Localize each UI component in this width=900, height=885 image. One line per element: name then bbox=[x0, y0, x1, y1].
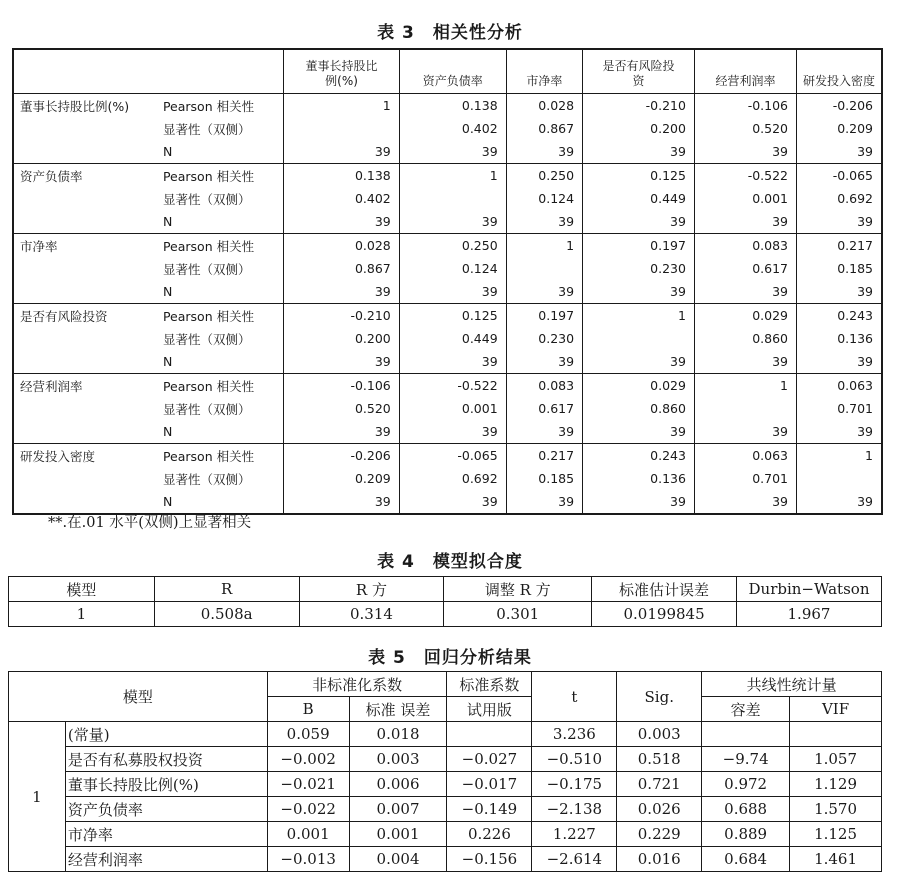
row-label: 资产负债率 bbox=[20, 168, 83, 184]
table-cell: 0.867 bbox=[284, 257, 399, 280]
table-cell: 0.721 bbox=[617, 772, 702, 797]
table-cell: 0.016 bbox=[617, 847, 702, 872]
column-header bbox=[694, 49, 796, 94]
header-cell: Sig. bbox=[617, 672, 702, 722]
table-cell: 39 bbox=[694, 350, 796, 374]
table-cell: -0.065 bbox=[399, 444, 506, 468]
table-cell bbox=[790, 722, 882, 747]
column-header-text: 例(%) bbox=[325, 74, 358, 88]
table-cell: 0.449 bbox=[399, 327, 506, 350]
stat-label: N bbox=[157, 210, 284, 234]
table-cell bbox=[796, 467, 882, 490]
table-cell: 39 bbox=[284, 420, 399, 444]
variable-name: 是否有私募股权投资 bbox=[65, 747, 267, 772]
variable-name: 董事长持股比例(%) bbox=[65, 772, 267, 797]
table-cell: 0.617 bbox=[694, 257, 796, 280]
table4-title: 表 4 模型拟合度 bbox=[377, 552, 523, 572]
table-cell: 0.617 bbox=[506, 397, 582, 420]
row-label-empty bbox=[13, 257, 157, 280]
column-header-text: 经营利润率 bbox=[715, 74, 776, 88]
table-cell: 0.138 bbox=[399, 94, 506, 118]
table-cell: 0.867 bbox=[506, 117, 582, 140]
table-cell: 1 bbox=[694, 374, 796, 398]
table-row bbox=[13, 257, 882, 280]
stat-label: Pearson 相关性 bbox=[162, 448, 255, 464]
header-cell: 模型 bbox=[9, 577, 155, 602]
table-cell: 1 bbox=[9, 602, 155, 627]
column-header-text: 资产负债率 bbox=[422, 74, 483, 88]
table-cell: 1.125 bbox=[790, 822, 882, 847]
table-cell: 0.692 bbox=[399, 467, 506, 490]
header-cell: B bbox=[267, 697, 349, 722]
table-row bbox=[13, 94, 882, 118]
table-cell: 0.860 bbox=[694, 327, 796, 350]
stat-label: N bbox=[157, 280, 284, 304]
table-row bbox=[13, 397, 882, 420]
table-cell: 0.518 bbox=[617, 747, 702, 772]
table-cell: 39 bbox=[583, 140, 695, 164]
table-row bbox=[13, 350, 882, 374]
column-header bbox=[284, 49, 399, 94]
model-number-cell: 1 bbox=[9, 722, 66, 872]
table-row bbox=[13, 234, 882, 258]
table-cell bbox=[284, 117, 399, 140]
column-header-text: 是否有风险投 bbox=[602, 59, 675, 73]
table-cell: 0.692 bbox=[796, 187, 882, 210]
table-cell: −0.002 bbox=[267, 747, 349, 772]
table-cell: 0.197 bbox=[506, 304, 582, 328]
table-cell: 3.236 bbox=[532, 722, 617, 747]
table-cell: 0.250 bbox=[399, 234, 506, 258]
table-cell: 39 bbox=[399, 140, 506, 164]
stat-label: Pearson 相关性 bbox=[162, 98, 255, 114]
row-label-empty bbox=[13, 117, 157, 140]
table-cell: 0.508a bbox=[154, 602, 299, 627]
table-row bbox=[9, 847, 882, 872]
table-cell: 39 bbox=[583, 350, 695, 374]
table-cell: 0.889 bbox=[702, 822, 790, 847]
table-cell: 39 bbox=[796, 210, 882, 234]
stat-label: 显著性（双侧） bbox=[162, 191, 251, 207]
table-cell: 1 bbox=[796, 444, 882, 468]
table-cell: −0.510 bbox=[532, 747, 617, 772]
stat-label: N bbox=[157, 490, 284, 514]
table-cell: 0.063 bbox=[796, 374, 882, 398]
row-label: 市净率 bbox=[20, 238, 58, 254]
column-header-text: 研发投入密度 bbox=[802, 74, 875, 88]
row-label-empty bbox=[13, 140, 157, 164]
table-cell: 0.200 bbox=[284, 327, 399, 350]
table-cell: 0.185 bbox=[506, 467, 582, 490]
table-cell: 39 bbox=[284, 280, 399, 304]
variable-name: (常量) bbox=[65, 722, 267, 747]
table-cell: 1 bbox=[506, 234, 582, 258]
stat-label: N bbox=[157, 140, 284, 164]
table-cell: 0.230 bbox=[506, 327, 582, 350]
table-row bbox=[13, 420, 882, 444]
table-cell: 0.197 bbox=[583, 234, 695, 258]
table-cell: −2.614 bbox=[532, 847, 617, 872]
table-cell: 39 bbox=[399, 210, 506, 234]
table-cell: -0.522 bbox=[399, 374, 506, 398]
table-row bbox=[13, 374, 882, 398]
table-cell: 0.001 bbox=[267, 822, 349, 847]
table-cell: 0.229 bbox=[617, 822, 702, 847]
table-cell: 39 bbox=[583, 210, 695, 234]
column-header-text: 董事长持股比 bbox=[305, 59, 378, 73]
variable-name: 经营利润率 bbox=[65, 847, 267, 872]
table-cell: −0.027 bbox=[447, 747, 532, 772]
row-label-empty bbox=[13, 350, 157, 374]
table-row bbox=[13, 444, 882, 468]
stat-label: Pearson 相关性 bbox=[162, 168, 255, 184]
table-cell: 0.243 bbox=[796, 304, 882, 328]
header-cell: VIF bbox=[790, 697, 882, 722]
table-cell: 0.226 bbox=[447, 822, 532, 847]
table-cell: 0.001 bbox=[694, 187, 796, 210]
stat-label: 显著性（双侧） bbox=[162, 261, 251, 277]
row-label-empty bbox=[13, 187, 157, 210]
table-cell: 0.125 bbox=[399, 304, 506, 328]
table-cell: 0.001 bbox=[349, 822, 447, 847]
table-cell: -0.522 bbox=[694, 164, 796, 188]
header-cell: 标准 误差 bbox=[349, 697, 447, 722]
table-cell: 0.083 bbox=[506, 374, 582, 398]
table-cell: 0.209 bbox=[796, 117, 882, 140]
row-label: 是否有风险投资 bbox=[20, 308, 108, 324]
stat-label: 显著性（双侧） bbox=[162, 471, 251, 487]
table-cell: −9.74 bbox=[702, 747, 790, 772]
table-cell: 1 bbox=[583, 304, 695, 328]
header-corner-cell bbox=[13, 49, 284, 94]
row-label: 研发投入密度 bbox=[20, 448, 96, 464]
row-label-empty bbox=[13, 397, 157, 420]
row-label-empty bbox=[13, 420, 157, 444]
table-cell: 39 bbox=[694, 490, 796, 514]
table-cell: −2.138 bbox=[532, 797, 617, 822]
header-cell: Durbin−Watson bbox=[737, 577, 882, 602]
table-cell: 0.138 bbox=[284, 164, 399, 188]
stat-label: N bbox=[157, 420, 284, 444]
row-label-empty bbox=[13, 327, 157, 350]
table-cell: 39 bbox=[796, 280, 882, 304]
stat-label: N bbox=[157, 350, 284, 374]
table-cell: −0.021 bbox=[267, 772, 349, 797]
table-cell: 39 bbox=[694, 280, 796, 304]
table-cell: 0.217 bbox=[506, 444, 582, 468]
table-cell: 0.314 bbox=[299, 602, 444, 627]
header-cell: R bbox=[154, 577, 299, 602]
table-row bbox=[13, 164, 882, 188]
stat-label: Pearson 相关性 bbox=[162, 238, 255, 254]
table-cell: 0.125 bbox=[583, 164, 695, 188]
table-cell: 39 bbox=[694, 420, 796, 444]
stat-label: 显著性（双侧） bbox=[162, 331, 251, 347]
table-cell: 0.018 bbox=[349, 722, 447, 747]
header-cell: 容差 bbox=[702, 697, 790, 722]
table-cell: 0.301 bbox=[444, 602, 592, 627]
table-cell: 0.217 bbox=[796, 234, 882, 258]
model-fit-data-row bbox=[9, 602, 882, 627]
table-cell: 39 bbox=[796, 140, 882, 164]
table-cell: 0.250 bbox=[506, 164, 582, 188]
table-cell: 0.004 bbox=[349, 847, 447, 872]
row-label: 董事长持股比例(%) bbox=[20, 98, 130, 114]
table-cell: 0.860 bbox=[583, 397, 695, 420]
table-cell: 39 bbox=[284, 210, 399, 234]
table-cell: 0.402 bbox=[284, 187, 399, 210]
table-cell: 39 bbox=[583, 280, 695, 304]
table-cell: 0.003 bbox=[349, 747, 447, 772]
table-cell: 0.520 bbox=[284, 397, 399, 420]
table-cell: 39 bbox=[796, 490, 882, 514]
table-cell: −0.013 bbox=[267, 847, 349, 872]
table-cell: 0.701 bbox=[694, 467, 796, 490]
table-row bbox=[9, 722, 882, 747]
table-cell: 0.124 bbox=[399, 257, 506, 280]
table-cell: 1.461 bbox=[790, 847, 882, 872]
table-row bbox=[13, 304, 882, 328]
table-cell bbox=[399, 187, 506, 210]
header-cell: 标准系数 bbox=[447, 672, 532, 697]
table-cell: 0.028 bbox=[284, 234, 399, 258]
table-cell: 1.967 bbox=[737, 602, 882, 627]
table-cell: −0.156 bbox=[447, 847, 532, 872]
column-header bbox=[399, 49, 506, 94]
table-cell bbox=[506, 257, 582, 280]
table-cell: 0.972 bbox=[702, 772, 790, 797]
table-row bbox=[9, 797, 882, 822]
stat-label: Pearson 相关性 bbox=[162, 308, 255, 324]
table-cell: 39 bbox=[399, 420, 506, 444]
model-fit-header-row bbox=[9, 577, 882, 602]
table-cell: 39 bbox=[506, 140, 582, 164]
table-cell: 1.057 bbox=[790, 747, 882, 772]
table-cell: -0.065 bbox=[796, 164, 882, 188]
table-cell: 39 bbox=[796, 350, 882, 374]
table-cell: -0.206 bbox=[284, 444, 399, 468]
table-cell: 39 bbox=[399, 490, 506, 514]
table3-title: 表 3 相关性分析 bbox=[377, 23, 523, 43]
table-row bbox=[9, 822, 882, 847]
header-cell: 共线性统计量 bbox=[702, 672, 882, 697]
row-label-empty bbox=[13, 280, 157, 304]
column-header bbox=[796, 49, 882, 94]
header-cell: 调整 R 方 bbox=[444, 577, 592, 602]
table-cell: 0.209 bbox=[284, 467, 399, 490]
variable-name: 市净率 bbox=[65, 822, 267, 847]
table-cell: 1.129 bbox=[790, 772, 882, 797]
table-cell: 39 bbox=[506, 490, 582, 514]
table3-footnote: **.在.01 水平(双侧)上显著相关 bbox=[48, 515, 252, 531]
table-cell: 0.063 bbox=[694, 444, 796, 468]
table-cell: 1 bbox=[399, 164, 506, 188]
table-cell: 39 bbox=[506, 280, 582, 304]
table5-title: 表 5 回归分析结果 bbox=[368, 648, 532, 668]
table-cell: -0.206 bbox=[796, 94, 882, 118]
table-cell: 39 bbox=[284, 490, 399, 514]
table-row bbox=[13, 140, 882, 164]
table-cell: 39 bbox=[284, 350, 399, 374]
stat-label: Pearson 相关性 bbox=[162, 378, 255, 394]
stat-label: 显著性（双侧） bbox=[162, 121, 251, 137]
table-row bbox=[9, 772, 882, 797]
table-cell: 0.402 bbox=[399, 117, 506, 140]
table-cell: 0.083 bbox=[694, 234, 796, 258]
table-cell: 39 bbox=[399, 350, 506, 374]
table-cell: 0.185 bbox=[796, 257, 882, 280]
variable-name: 资产负债率 bbox=[65, 797, 267, 822]
table-cell: 0.136 bbox=[796, 327, 882, 350]
table-row bbox=[13, 467, 882, 490]
table-cell: 0.0199845 bbox=[592, 602, 737, 627]
table-cell: 0.124 bbox=[506, 187, 582, 210]
table-row bbox=[9, 747, 882, 772]
row-label: 经营利润率 bbox=[20, 378, 83, 394]
header-cell: 标准估计误差 bbox=[592, 577, 737, 602]
table-cell: 0.243 bbox=[583, 444, 695, 468]
table-row bbox=[13, 187, 882, 210]
table-cell: 1 bbox=[284, 94, 399, 118]
table-row bbox=[13, 210, 882, 234]
table-cell: 39 bbox=[506, 210, 582, 234]
table-cell: 0.007 bbox=[349, 797, 447, 822]
table-cell: 0.029 bbox=[694, 304, 796, 328]
table-cell: −0.175 bbox=[532, 772, 617, 797]
regression-header-row-1 bbox=[9, 672, 882, 697]
header-cell: 试用版 bbox=[447, 697, 532, 722]
table-cell: -0.210 bbox=[583, 94, 695, 118]
header-cell: 非标准化系数 bbox=[267, 672, 447, 697]
table-cell: 39 bbox=[399, 280, 506, 304]
header-cell: 模型 bbox=[9, 672, 268, 722]
table-cell: 0.230 bbox=[583, 257, 695, 280]
header-cell: t bbox=[532, 672, 617, 722]
table-cell: 39 bbox=[506, 350, 582, 374]
table-row bbox=[13, 117, 882, 140]
column-header bbox=[506, 49, 582, 94]
table-cell: −0.017 bbox=[447, 772, 532, 797]
table-row bbox=[13, 280, 882, 304]
table-cell: 1.227 bbox=[532, 822, 617, 847]
table-cell: 0.029 bbox=[583, 374, 695, 398]
table-cell: -0.210 bbox=[284, 304, 399, 328]
table-cell: 39 bbox=[694, 140, 796, 164]
table-cell: 0.059 bbox=[267, 722, 349, 747]
table-row bbox=[13, 327, 882, 350]
table-cell: −0.022 bbox=[267, 797, 349, 822]
table-cell: 0.001 bbox=[399, 397, 506, 420]
table-cell: 39 bbox=[694, 210, 796, 234]
row-label-empty bbox=[13, 467, 157, 490]
table-cell: −0.149 bbox=[447, 797, 532, 822]
table-cell: 0.449 bbox=[583, 187, 695, 210]
table-cell: 0.684 bbox=[702, 847, 790, 872]
table-cell: -0.106 bbox=[284, 374, 399, 398]
table-cell: 1.570 bbox=[790, 797, 882, 822]
stat-label: 显著性（双侧） bbox=[162, 401, 251, 417]
table-cell bbox=[447, 722, 532, 747]
table-cell: 0.006 bbox=[349, 772, 447, 797]
model-fit-table bbox=[8, 576, 882, 627]
table-cell bbox=[694, 397, 796, 420]
regression-table bbox=[8, 671, 882, 872]
column-header bbox=[583, 49, 695, 94]
table-cell: 0.520 bbox=[694, 117, 796, 140]
row-label-empty bbox=[13, 210, 157, 234]
correlation-table bbox=[12, 48, 883, 515]
table-cell: 0.688 bbox=[702, 797, 790, 822]
table-cell: 39 bbox=[796, 420, 882, 444]
table-cell bbox=[702, 722, 790, 747]
column-header-text: 资 bbox=[632, 74, 645, 88]
table-cell: 0.200 bbox=[583, 117, 695, 140]
table-cell: 0.136 bbox=[583, 467, 695, 490]
header-cell: R 方 bbox=[299, 577, 444, 602]
table-cell: 39 bbox=[583, 420, 695, 444]
correlation-header-row bbox=[13, 49, 882, 94]
table-cell: 0.026 bbox=[617, 797, 702, 822]
table-cell: 0.028 bbox=[506, 94, 582, 118]
table-cell: 39 bbox=[284, 140, 399, 164]
table-cell: 39 bbox=[506, 420, 582, 444]
table-cell: -0.106 bbox=[694, 94, 796, 118]
table-cell: 39 bbox=[583, 490, 695, 514]
table-cell: 0.701 bbox=[796, 397, 882, 420]
table-cell bbox=[583, 327, 695, 350]
column-header-text: 市净率 bbox=[526, 74, 563, 88]
table-cell: 0.003 bbox=[617, 722, 702, 747]
